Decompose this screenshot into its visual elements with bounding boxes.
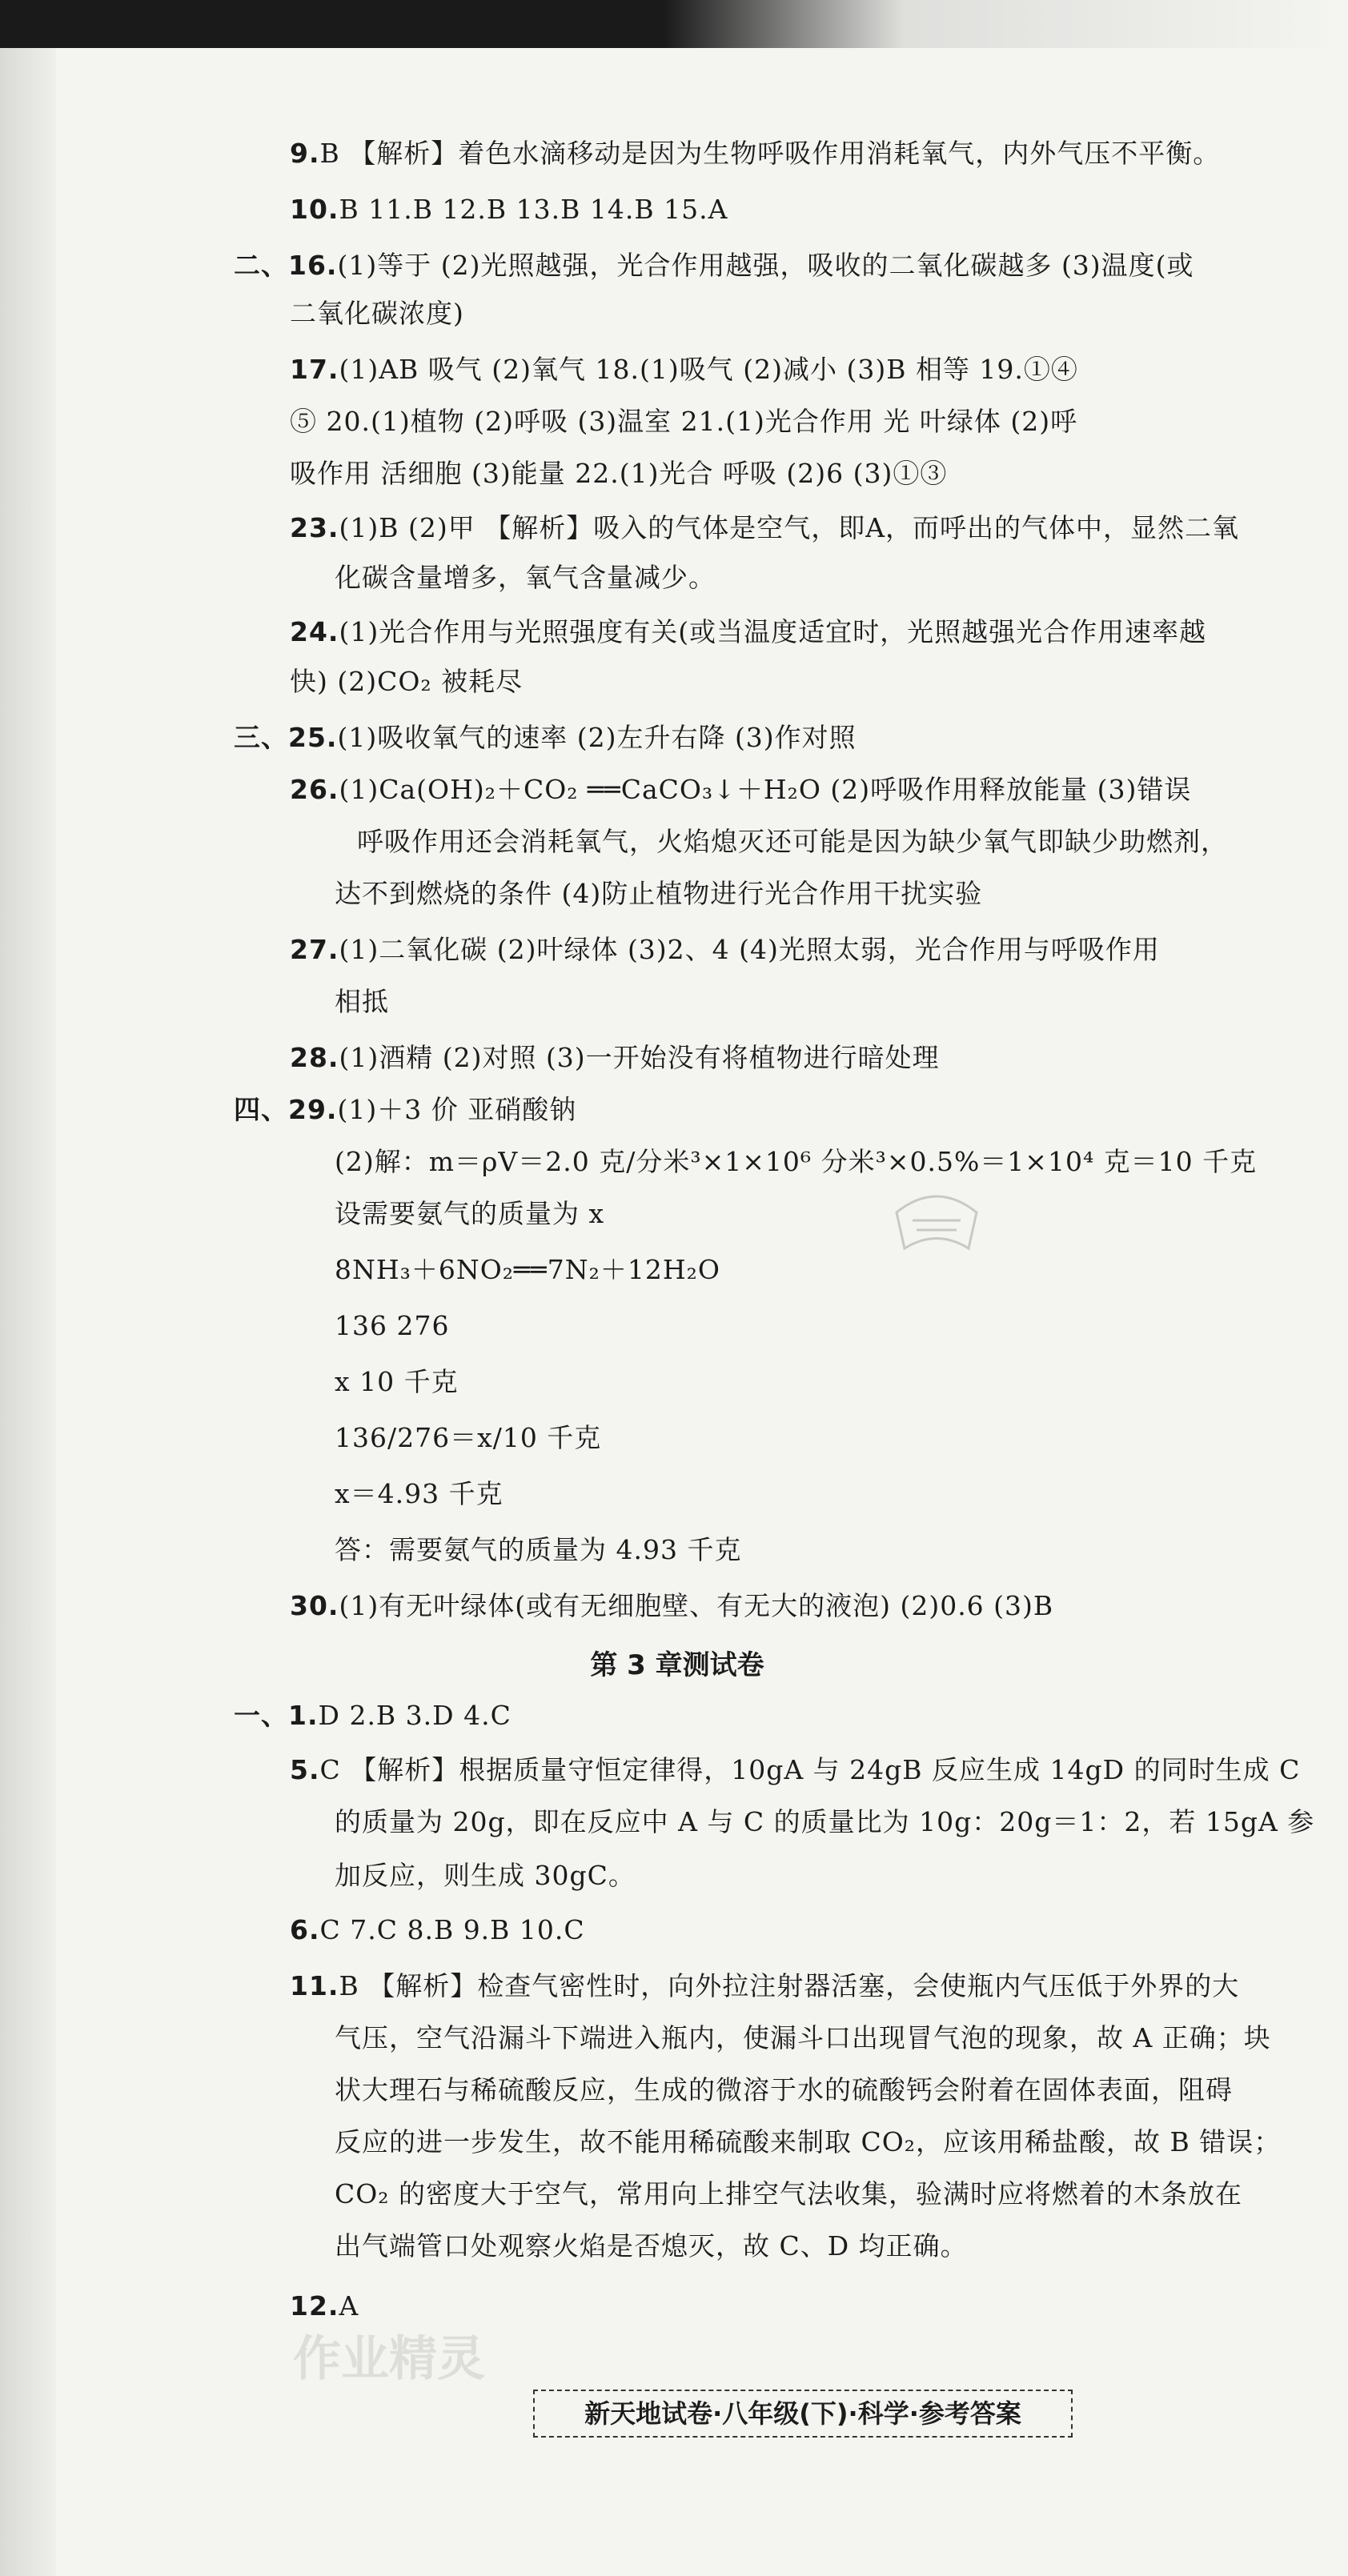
answer-29-result: x＝4.93 千克 — [335, 1478, 503, 1509]
ch3-answer-5-cont1: 的质量为 20g，即在反应中 A 与 C 的质量比为 10g：20g＝1：2，若 15gA 参 — [335, 1806, 1315, 1837]
answer-30: 30.(1)有无叶绿体(或有无细胞壁、有无大的液泡) (2)0.6 (3)B — [290, 1590, 1054, 1621]
answer-29-answer: 答：需要氨气的质量为 4.93 千克 — [335, 1534, 742, 1565]
scan-top-fade — [664, 0, 1348, 48]
answer-26-cont2: 达不到燃烧的条件 (4)防止植物进行光合作用干扰实验 — [335, 878, 983, 909]
watermark: 作业精灵 — [293, 2331, 485, 2387]
answer-21-22: 吸作用 活细胞 (3)能量 22.(1)光合 呼吸 (2)6 (3)①③ — [290, 458, 948, 489]
answer-26-cont1: 呼吸作用还会消耗氧气，火焰熄灭还可能是因为缺少氧气即缺少助燃剂， — [357, 826, 1228, 857]
ch3-answer-12: 12.A — [290, 2290, 359, 2322]
answer-27-cont: 相抵 — [335, 986, 389, 1017]
ch3-answer-11-cont3: 反应的进一步发生，故不能用稀硫酸来制取 CO₂，应该用稀盐酸，故 B 错误； — [335, 2126, 1282, 2157]
answer-29-proportion: 136/276＝x/10 千克 — [335, 1422, 602, 1453]
answer-23-cont: 化碳含量增多，氧气含量减少。 — [335, 562, 716, 593]
ch3-answer-6-10: 6.C 7.C 8.B 9.B 10.C — [290, 1914, 585, 1945]
answer-16-cont: 二氧化碳浓度) — [290, 298, 464, 329]
answer-28: 28.(1)酒精 (2)对照 (3)一开始没有将植物进行暗处理 — [290, 1042, 940, 1073]
answer-17-19: 17.(1)AB 吸气 (2)氧气 18.(1)吸气 (2)减小 (3)B 相等 19.①④ — [290, 354, 1078, 385]
ch3-answer-5: 5.C 【解析】根据质量守恒定律得，10gA 与 24gB 反应生成 14gD 的同时生成 C — [290, 1754, 1301, 1785]
answer-page — [53, 48, 1315, 2529]
answer-26: 26.(1)Ca(OH)₂＋CO₂ ══CaCO₃↓＋H₂O (2)呼吸作用释放能量 (3)错误 — [290, 774, 1192, 805]
chapter-title: 第 3 章测试卷 — [590, 1649, 764, 1681]
answer-27: 27.(1)二氧化碳 (2)叶绿体 (3)2、4 (4)光照太弱，光合作用与呼吸作用 — [290, 934, 1160, 965]
ch3-answer-5-cont2: 加反应，则生成 30gC。 — [335, 1860, 636, 1891]
stamp-icon — [889, 1180, 985, 1256]
answer-25: 三、25.(1)吸收氧气的速率 (2)左升右降 (3)作对照 — [234, 722, 857, 753]
answer-10-15: 10.B 11.B 12.B 13.B 14.B 15.A — [290, 194, 728, 225]
answer-24-cont: 快) (2)CO₂ 被耗尽 — [290, 666, 524, 697]
answer-29: 四、29.(1)＋3 价 亚硝酸钠 — [234, 1094, 577, 1125]
ch3-answer-11: 11.B 【解析】检查气密性时，向外拉注射器活塞，会使瓶内气压低于外界的大 — [290, 1970, 1240, 2001]
answer-29-equation: 8NH₃＋6NO₂══7N₂＋12H₂O — [335, 1254, 720, 1285]
ch3-answer-11-cont4: CO₂ 的密度大于空气，常用向上排空气法收集，验满时应将燃着的木条放在 — [335, 2178, 1243, 2209]
ch3-answer-11-cont2: 状大理石与稀硫酸反应，生成的微溶于水的硫酸钙会附着在固体表面，阻碍 — [335, 2074, 1233, 2105]
answer-20-21: ⑤ 20.(1)植物 (2)呼吸 (3)温室 21.(1)光合作用 光 叶绿体 (2)呼 — [290, 406, 1078, 437]
answer-9: 9.B 【解析】着色水滴移动是因为生物呼吸作用消耗氧气，内外气压不平衡。 — [290, 138, 1221, 169]
page-left-shadow — [0, 0, 56, 2576]
ch3-answer-11-cont5: 出气端管口处观察火焰是否熄灭，故 C、D 均正确。 — [335, 2230, 968, 2262]
ch3-answer-1-4: 一、1.D 2.B 3.D 4.C — [234, 1700, 512, 1731]
answer-29-ratio: 136 276 — [335, 1310, 450, 1341]
answer-29-unknown: x 10 千克 — [335, 1366, 459, 1397]
answer-29-set: 设需要氨气的质量为 x — [335, 1198, 605, 1229]
answer-24: 24.(1)光合作用与光照强度有关(或当温度适宜时，光照越强光合作用速率越 — [290, 616, 1207, 647]
footer-book-title: 新天地试卷·八年级(下)·科学·参考答案 — [533, 2390, 1073, 2438]
ch3-answer-11-cont1: 气压，空气沿漏斗下端进入瓶内，使漏斗口出现冒气泡的现象，故 A 正确；块 — [335, 2022, 1271, 2053]
answer-16: 二、16.(1)等于 (2)光照越强，光合作用越强，吸收的二氧化碳越多 (3)温度(或 — [234, 250, 1194, 281]
answer-23: 23.(1)B (2)甲 【解析】吸入的气体是空气，即A，而呼出的气体中，显然二氧 — [290, 512, 1240, 543]
answer-29-solution: (2)解：m＝ρV＝2.0 克/分米³×1×10⁶ 分米³×0.5%＝1×10⁴ 克＝10 千克 — [335, 1146, 1258, 1177]
